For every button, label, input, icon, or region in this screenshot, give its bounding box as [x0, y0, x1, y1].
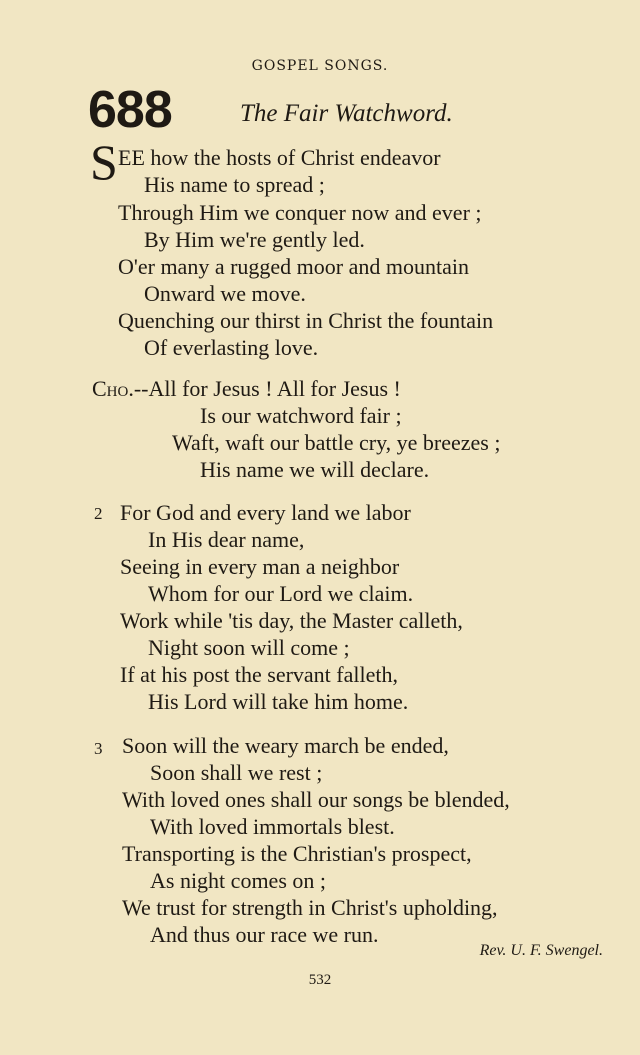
stanza3-line: Soon will the weary march be ended, — [122, 733, 449, 758]
stanza2-line: For God and every land we labor — [120, 500, 411, 525]
chorus-line: His name we will declare. — [200, 457, 430, 482]
stanza2-line: Work while 'tis day, the Master calleth, — [120, 608, 463, 633]
stanza3-line: As night comes on ; — [150, 868, 326, 893]
stanza2-line: If at his post the servant falleth, — [120, 662, 398, 687]
stanza1-line: Quenching our thirst in Christ the fountain — [118, 308, 494, 333]
drop-cap: S — [90, 134, 118, 190]
stanza1-line: Of everlasting love. — [144, 335, 319, 360]
stanza2-line: Whom for our Lord we claim. — [148, 581, 414, 606]
stanza3-line: Transporting is the Christian's prospect, — [122, 841, 472, 866]
chorus-label: Cho. — [92, 376, 134, 401]
stanza1-line: EE how the hosts of Christ endeavor — [118, 145, 441, 170]
stanza-number: 2 — [94, 504, 103, 523]
running-head: GOSPEL SONGS. — [251, 58, 389, 74]
page-number: 532 — [308, 972, 332, 988]
chorus-line: Waft, waft our battle cry, ye breezes ; — [172, 430, 501, 455]
stanza3-line: With loved ones shall our songs be blended, — [122, 787, 510, 812]
author-attribution: Rev. U. F. Swengel. — [479, 942, 603, 959]
stanza1-line: Onward we move. — [144, 281, 306, 306]
stanza2-line: Seeing in every man a neighbor — [120, 554, 400, 579]
stanza1-line: O'er many a rugged moor and mountain — [118, 254, 469, 279]
stanza2-line: In His dear name, — [148, 527, 305, 552]
stanza1-line: By Him we're gently led. — [144, 227, 365, 252]
stanza1-line: Through Him we conquer now and ever ; — [118, 200, 482, 225]
hymn-title: The Fair Watchword. — [240, 100, 453, 127]
stanza2-line: Night soon will come ; — [148, 635, 350, 660]
hymn-number: 688 — [88, 81, 172, 139]
stanza2-line: His Lord will take him home. — [148, 689, 409, 714]
chorus-text: --All for Jesus ! All for Jesus ! — [133, 376, 401, 401]
stanza3-line: With loved immortals blest. — [150, 814, 395, 839]
stanza3-line: Soon shall we rest ; — [150, 760, 323, 785]
stanza-number: 3 — [94, 739, 103, 758]
stanza3-line: We trust for strength in Christ's upholding, — [122, 895, 498, 920]
stanza3-line: And thus our race we run. — [150, 922, 379, 947]
chorus-line: Is our watchword fair ; — [200, 403, 402, 428]
chorus-line — [92, 376, 401, 402]
stanza1-line: His name to spread ; — [144, 172, 325, 197]
